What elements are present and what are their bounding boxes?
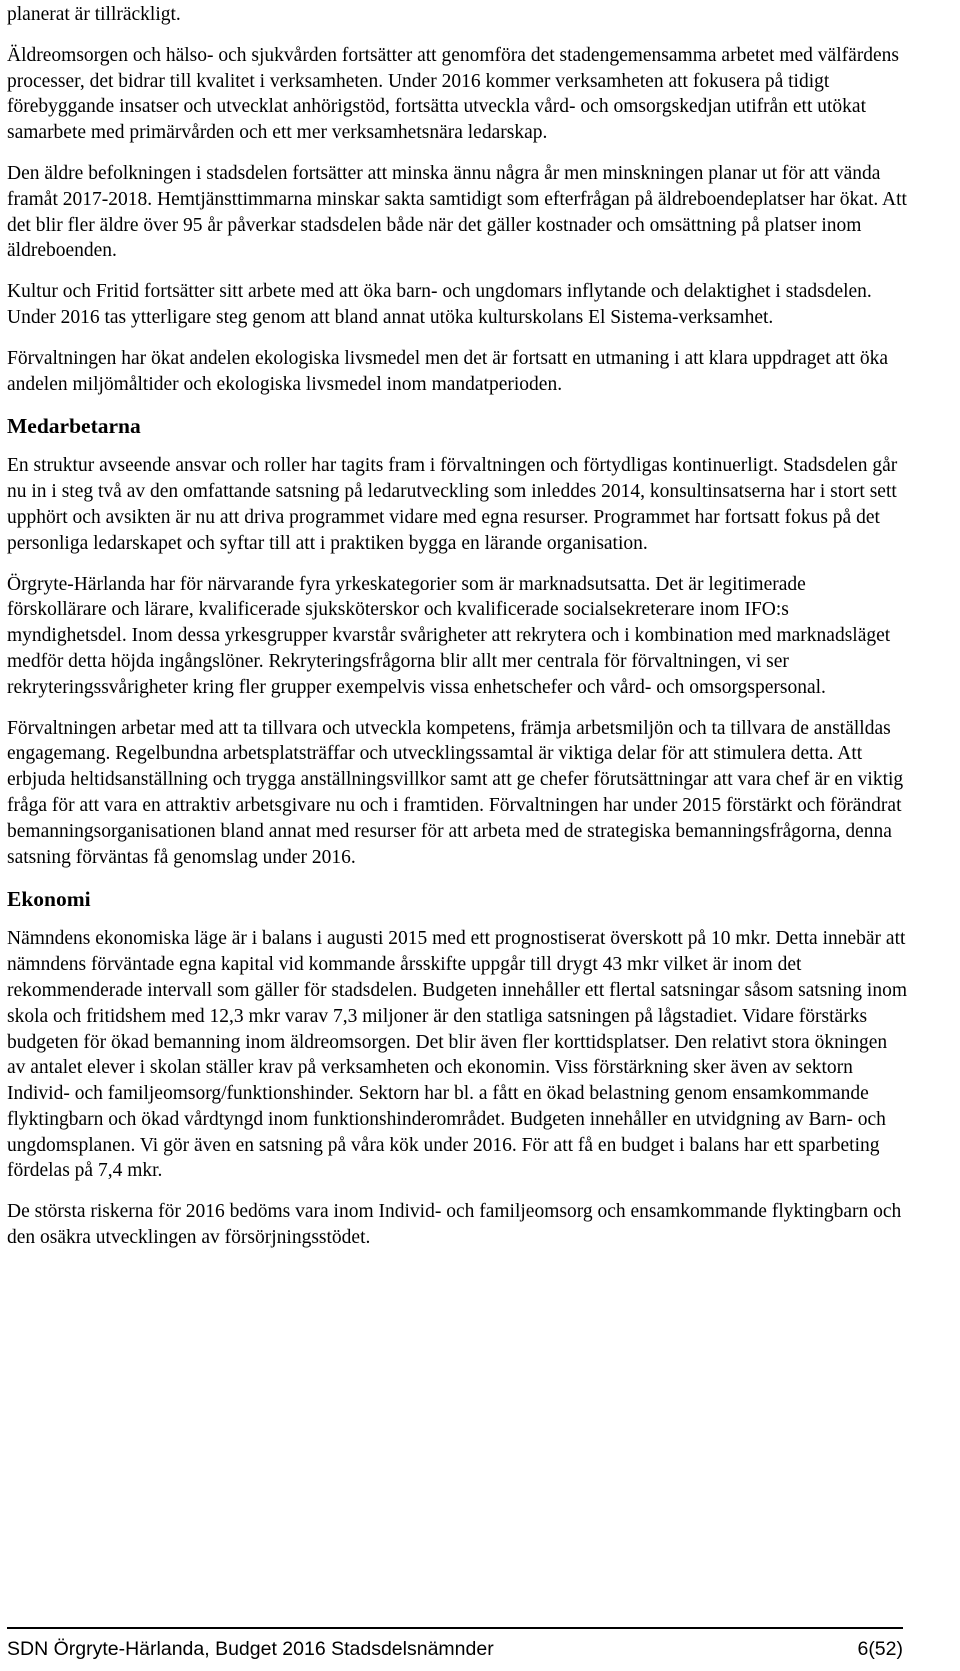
page-footer bbox=[7, 1627, 903, 1661]
paragraph-kompetens: Förvaltningen arbetar med att ta tillvara och utveckla kompetens, främja arbetsmiljön och ta tillvara de anställdas engagemang. Regelbundna arbetsplatsträffar och utvecklingssamtal är viktiga delar för att stimulera detta. Att erbjuda heltidsanställning och trygga anställningsvillkor samt att ge chefer förutsättningar att vara chef är en viktig fråga för att vara en attraktiv arbetsgivare nu och i framtiden. Förvaltningen har under 2015 förstärkt och förändrat bemanningsorganisationen bland annat med resurser för att arbeta med de strategiska bemanningsfrågorna, denna satsning förväntas få genomslag under 2016. bbox=[7, 717, 904, 868]
document-body bbox=[7, 0, 907, 1266]
paragraph-struktur: En struktur avseende ansvar och roller har tagits fram i förvaltningen och förtydligas kontinuerligt. Stadsdelen går nu in i steg två av den omfattande satsning på ledarutveckling som inleddes 2014, konsultinsatserna har i stort sett upphört och avsikten är nu att driva programmet vidare med egna resurser. Programmet har fortsatt fokus på det personliga ledarskapet och syftar till att i praktiken bygga en lärande organisation. bbox=[7, 455, 898, 554]
paragraph-kultur-fritid: Kultur och Fritid fortsätter sitt arbete med att öka barn- och ungdomars inflytande och delaktighet i stadsdelen. Under 2016 tas ytterligare steg genom att bland annat utöka kulturskolans El Sistema-verksamhet. bbox=[7, 281, 872, 328]
paragraph-yrkeskategorier: Örgryte-Härlanda har för närvarande fyra yrkeskategorier som är marknadsutsatta. Det är legitimerade förskollärare och lärare, kvalificerade sjuksköterskor och kvalificerade socialsekreterare inom IFO:s myndighetsdel. Inom dessa yrkesgrupper kvarstår svårigheter att rekrytera och i kombination med marknadsläget medför detta höjda ingångslöner. Rekryteringsfrågorna blir allt mer centrala för förvaltningen, vi ser rekryteringssvårigheter kring fler grupper exempelvis vissa enhetschefer och vård- och omsorgspersonal. bbox=[7, 573, 891, 698]
footer-page-number: 6(52) bbox=[857, 1638, 903, 1660]
paragraph-befolkning: Den äldre befolkningen i stadsdelen fortsätter att minska ännu några år men minskningen planar ut för att vända framåt 2017-2018. Hemtjänsttimmarna minskar sakta samtidigt som efterfrågan på äldreboendeplatser har ökat. Att det blir fler äldre över 95 år påverkar stadsdelen både när det gäller kostnader och omsättning på platser inom äldreboenden. bbox=[7, 162, 907, 262]
paragraph-continuation: planerat är tillräckligt. bbox=[7, 4, 181, 25]
footer-title: SDN Örgryte-Härlanda, Budget 2016 Stadsdelsnämnder bbox=[7, 1638, 494, 1660]
paragraph-livsmedel: Förvaltningen har ökat andelen ekologiska livsmedel men det är fortsatt en utmaning i att klara uppdraget att öka andelen miljömåltider och ekologiska livsmedel inom mandatperioden. bbox=[7, 347, 889, 395]
paragraph-ekonomiskt-lage: Nämndens ekonomiska läge är i balans i augusti 2015 med ett prognostiserat överskott på 10 mkr. Detta innebär att nämndens förväntade egna kapital vid kommande årsskifte uppgår till drygt 43 mkr vilket är inom det rekommenderade intervall som gäller för stadsdelen. Budgeten innehåller ett flertal satsningar såsom satsning inom skola och fritidshem med 12,3 mkr varav 7,3 miljoner är den statliga satsningen på lågstadiet. Vidare förstärks budgeten för ökad bemanning inom äldreomsorgen. Det blir även fler korttidsplatser. Den relativt stora ökningen av antalet elever i skolan ställer krav på verksamheten och ekonomin. Viss förstärkning sker även av sektorn Individ- och familjeomsorg/funktionshinder. Sektorn har bl. a fått en ökad belastning genom ensamkommande flyktingbarn och ökad vårdtyngd inom funktionshinderområdet. Budgeten innehåller en utvidgning av Barn- och ungdomsplanen. Vi gör även en satsning på våra kök under 2016. För att få en budget i balans har ett sparbeting fördelas på 7,4 mkr. bbox=[7, 928, 907, 1182]
paragraph-risker: De största riskerna för 2016 bedöms vara inom Individ- och familjeomsorg och ensamkommande flyktingbarn och den osäkra utvecklingen av försörjningsstödet. bbox=[7, 1201, 902, 1249]
heading-ekonomi: Ekonomi bbox=[7, 887, 91, 912]
heading-medarbetarna: Medarbetarna bbox=[7, 414, 141, 439]
paragraph-aldreomsorg: Äldreomsorgen och hälso- och sjukvården fortsätter att genomföra det stadengemensamma arbetet med välfärdens processer, det bidrar till kvalitet i verksamheten. Under 2016 kommer verksamheten att fokusera på tidigt förebyggande insatser och utvecklat anhörigstöd, fortsätta utveckla vård- och omsorgskedjan utifrån ett utökat samarbete med primärvården och ett mer verksamhetsnära ledarskap. bbox=[7, 44, 899, 144]
